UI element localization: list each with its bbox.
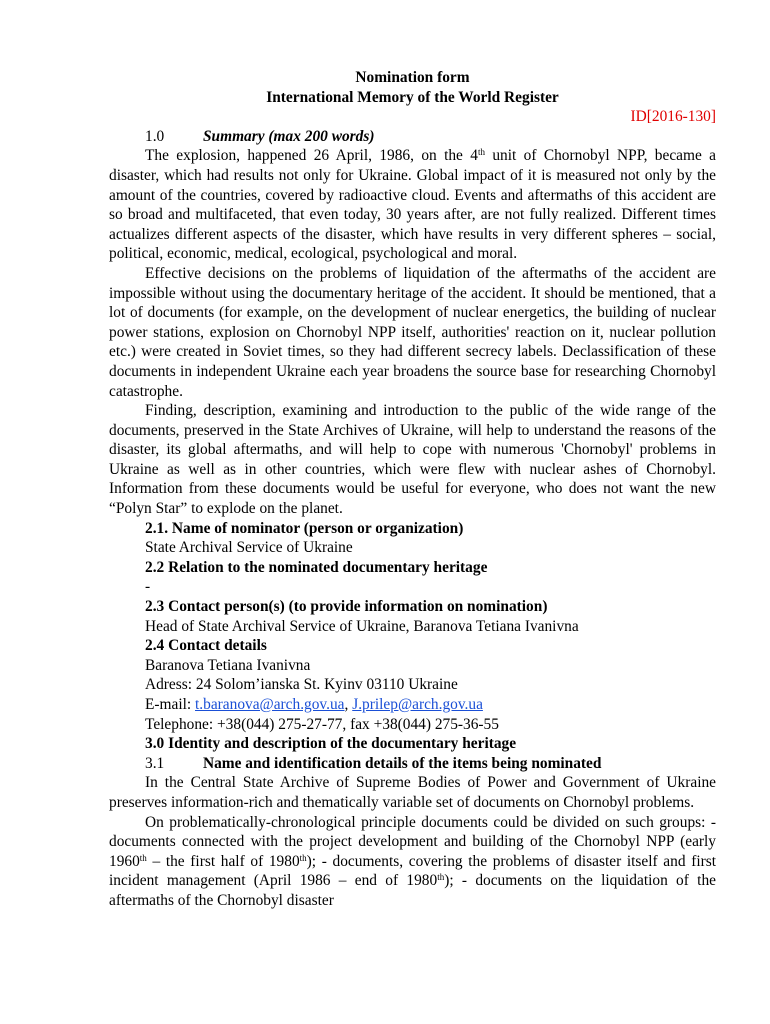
section-2-4-heading: 2.4 Contact details (145, 637, 267, 655)
email-link-2[interactable]: J.prilep@arch.gov.ua (352, 696, 483, 713)
summary-paragraph-2: Effective decisions on the problems of liquidation of the aftermaths of the accident are impossible without using the documentary heritage of the accident. It should be mentioned, that a lot of documents (for example, on the development of nuclear energetics, the building of nuclear power stations, explosion on Chornobyl NPP itself, authorities' reaction on it, nuclear pollution etc.) were created in Soviet times, so they had different secrecy labels. Declassification of these documents in independent Ukraine each year broadens the source base for researching Chornobyl catastrophe. (109, 264, 716, 400)
summary-paragraph-1: The explosion, happened 26 April, 1986, on the 4th unit of Chornobyl NPP, became a disaster, which had results not only for Ukraine. Global impact of it is measured not only by the amount of the countries, covered by radioactive cloud. Events and aftermaths of this accident are so broad and multifaceted, that even today, 30 years after, are not fully realized. Different times actualizes different aspects of the disaster, which have results in very different spheres – social, political, economic, medical, ecological, psychological and moral. (109, 147, 716, 263)
register-title: International Memory of the World Register (266, 88, 559, 106)
section-number: 1.0 (145, 127, 165, 145)
section-2-3-heading: 2.3 Contact person(s) (to provide information on nomination) (145, 598, 548, 616)
relation-value: - (145, 578, 151, 596)
section-2-1-heading: 2.1. Name of nominator (person or organization) (145, 519, 464, 537)
document-page (109, 68, 716, 911)
section-3-0-heading: 3.0 Identity and description of the documentary heritage (145, 735, 517, 753)
section-1-heading (109, 127, 716, 147)
summary-paragraph-3: Finding, description, examining and introduction to the public of the wide range of the documents, preserved in the State Archives of Ukraine, will help to understand the reasons of the disaster, its global aftermaths, and will help to cope with numerous 'Chornobyl' problems in Ukraine as well as in other countries, which were flew with nuclear ashes of Chornobyl. Information from these documents would be useful for everyone, who does not want the new “Polyn Star” to explode on the planet. (109, 402, 716, 518)
contact-person: Head of State Archival Service of Ukraine, Baranova Tetiana Ivanivna (145, 617, 579, 635)
contact-phone: Telephone: +38(044) 275-27-77, fax +38(044) 275-36-55 (145, 715, 499, 733)
section-3-1-heading (109, 754, 716, 774)
contact-address: Adress: 24 Solom’ianska St. Kyinv 03110 Ukraine (145, 676, 458, 694)
section-title: Summary (max 200 words) (203, 127, 375, 145)
section-number: 3.1 (145, 754, 165, 772)
contact-name: Baranova Tetiana Ivanivna (145, 656, 311, 674)
section-title: Name and identification details of the items being nominated (203, 754, 602, 772)
nominator-name: State Archival Service of Ukraine (145, 539, 353, 557)
archive-paragraph: In the Central State Archive of Supreme Bodies of Power and Government of Ukraine preserves information-rich and thematically variable set of documents on Chornobyl problems. (109, 774, 716, 811)
section-2-2-heading: 2.2 Relation to the nominated documentary heritage (145, 558, 488, 576)
groups-paragraph: On problematically-chronological principle documents could be divided on such groups: - documents connected with the project development and building of the Chornobyl NPP (early 1960th – the first half of 1980th); - documents, covering the problems of disaster itself and first incident management (April 1986 – end of 1980th); - documents on the liquidation of the aftermaths of the Chornobyl disaster (109, 813, 716, 909)
document-id: ID[2016-130] (630, 108, 716, 126)
form-title: Nomination form (355, 69, 470, 86)
contact-email: E-mail: t.baranova@arch.gov.ua, J.prilep@arch.gov.ua (145, 696, 483, 713)
email-link-1[interactable]: t.baranova@arch.gov.ua (195, 696, 345, 713)
